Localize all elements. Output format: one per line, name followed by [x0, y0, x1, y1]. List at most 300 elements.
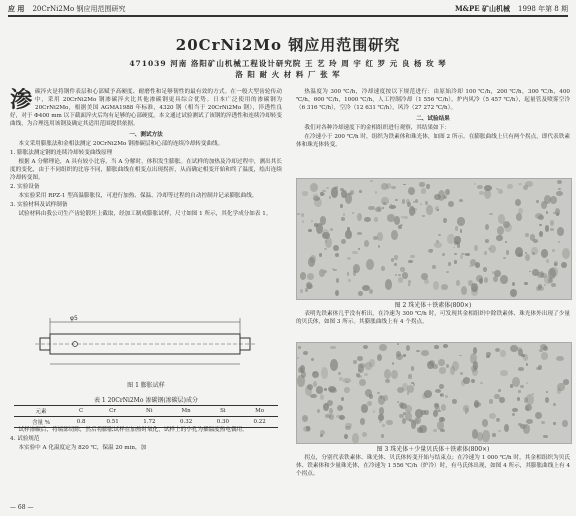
journal-name: M&PE 矿山机械	[454, 3, 511, 13]
micrograph-texture	[512, 282, 515, 286]
micrograph-texture	[357, 213, 362, 221]
micrograph-texture	[562, 420, 567, 427]
micrograph-texture	[348, 279, 350, 282]
micrograph-texture	[306, 282, 312, 290]
micrograph-texture	[439, 367, 446, 373]
micrograph-texture	[472, 368, 477, 376]
micrograph-texture	[553, 403, 556, 406]
micrograph-texture	[443, 344, 449, 348]
page-number: — 68 —	[10, 504, 34, 511]
micrograph-texture	[397, 387, 405, 394]
micrograph-texture	[364, 240, 369, 247]
micrograph-texture	[329, 388, 337, 393]
micrograph-texture	[552, 249, 555, 252]
micrograph-texture	[311, 358, 314, 361]
table-header-cell: Mo	[241, 406, 278, 417]
table-header-cell: Ni	[131, 406, 168, 417]
micrograph-texture	[455, 226, 458, 230]
paragraph: 试验材料由我公司生产齿轮锻坯上截取，经加工制成膨胀试样，尺寸如图 1 所示，其化学成分如表 1。	[18, 211, 272, 217]
micrograph-texture	[556, 212, 559, 216]
table-header-cell: Mn	[168, 406, 205, 417]
micrograph-texture	[512, 413, 515, 415]
micrograph-texture	[489, 413, 496, 419]
micrograph-texture	[545, 397, 549, 403]
micrograph-texture	[352, 251, 357, 255]
micrograph-texture	[498, 389, 501, 392]
table-cell: 含量 %	[14, 417, 68, 428]
header-rule	[8, 15, 568, 17]
micrograph-texture	[301, 371, 306, 378]
micrograph-texture	[413, 418, 419, 425]
micrograph-texture	[366, 259, 374, 270]
micrograph-texture	[541, 352, 549, 359]
running-header	[8, 2, 568, 15]
micrograph-texture	[516, 213, 522, 221]
micrograph-texture	[407, 391, 409, 395]
micrograph-texture	[498, 189, 503, 194]
section-heading: 二、试验结果	[416, 116, 450, 122]
micrograph-texture	[329, 196, 332, 199]
paragraph: 在冷速小于 200 ℃/h 时，组织为铁素体和珠光体，如图 2 所示。在膨胀曲线上只有两个拐点，即代表铁素体和珠光体转变。	[296, 134, 570, 148]
micrograph-texture	[543, 346, 548, 351]
micrograph-texture	[360, 418, 365, 424]
micrograph-texture	[399, 402, 404, 408]
micrograph-texture	[397, 343, 399, 345]
micrograph-texture	[319, 253, 322, 257]
micrograph-texture	[486, 352, 490, 356]
micrograph-texture	[484, 277, 488, 283]
micrograph-texture	[405, 405, 411, 413]
paragraph: 试样渗碳后，将端部切除，然后将膨胀试样在加热时氧化，试样上的小孔为插温度热电偶用。	[18, 427, 248, 433]
micrograph-texture	[437, 209, 440, 211]
subsection-heading: 4. 试验规范	[10, 436, 40, 442]
micrograph-texture	[520, 385, 524, 388]
paragraph: 本文采用膨胀法和金相法测定 20CrNi2Mo 钢渗碳层和心部的连续冷却转变曲线。	[18, 141, 224, 147]
micrograph-texture	[408, 187, 415, 195]
micrograph-texture	[538, 365, 543, 370]
micrograph-texture	[433, 429, 437, 433]
subsection-heading: 1. 膨胀法测定钢的连续冷却转变曲线原理	[10, 150, 113, 156]
micrograph-texture	[461, 286, 467, 296]
micrograph-texture	[386, 420, 392, 426]
micrograph-texture	[391, 230, 398, 240]
micrograph-texture	[419, 182, 424, 187]
micrograph-texture	[395, 274, 398, 276]
micrograph-texture	[333, 269, 337, 271]
right-column-middle	[296, 310, 570, 340]
micrograph-texture	[302, 191, 308, 195]
micrograph-texture	[523, 424, 530, 434]
micrograph-texture	[465, 253, 470, 257]
micrograph-texture	[344, 387, 351, 393]
subsection-heading: 2. 实验设备	[10, 184, 40, 190]
author-block	[10, 58, 566, 80]
micrograph-texture	[420, 203, 422, 205]
micrograph-texture	[336, 278, 339, 283]
micrograph-texture	[523, 354, 529, 360]
micrograph-texture	[526, 363, 528, 366]
micrograph-texture	[402, 199, 405, 203]
micrograph-texture	[408, 374, 411, 379]
micrograph-texture	[320, 216, 326, 224]
micrograph-texture	[400, 267, 404, 272]
micrograph-texture	[454, 241, 458, 245]
micrograph-texture	[518, 183, 522, 185]
micrograph-texture	[425, 201, 428, 205]
micrograph-texture	[416, 350, 420, 352]
micrograph-texture	[443, 218, 447, 223]
micrograph-texture	[369, 359, 375, 367]
micrograph-texture	[358, 248, 360, 251]
micrograph-texture	[450, 366, 456, 375]
micrograph-texture	[382, 424, 385, 427]
micrograph-texture	[301, 213, 304, 217]
micrograph-texture	[557, 388, 562, 394]
micrograph-texture	[303, 426, 311, 432]
micrograph-texture	[297, 213, 300, 216]
micrograph-texture	[556, 191, 563, 197]
micrograph-texture	[454, 253, 457, 255]
micrograph-texture	[459, 199, 463, 202]
micrograph-texture	[408, 284, 410, 286]
micrograph-texture	[350, 190, 354, 195]
micrograph-texture	[453, 247, 455, 248]
micrograph-texture	[381, 434, 384, 438]
micrograph-texture	[539, 231, 543, 237]
micrograph-texture	[391, 186, 396, 189]
micrograph-texture	[389, 205, 395, 209]
intro-paragraph: 碳淬火是将钢件表层和心部赋予高硬度、耐磨性和足够韧性的最有效的方式。在一般大型齿轮传动中，采用 20CrNi2Mo 钢渗碳淬火比其他渗碳钢更具综合优势。日本广泛使用的渗碳钢为 20CrNi2Mo，根据美国 AGMA1988 年标准，4320 钢（相当于 20CrNi2Mo 钢），淬透性良好，对于 Φ400 mm 以下截面淬火后均有足够的心部硬度。本文通过试验测试了该钢的淬透性和连续冷却转变曲线，为合理选用该钢及确定其适用范围提供依据。	[10, 89, 282, 127]
micrograph-texture	[406, 345, 410, 352]
figure-3-caption: 图 3 珠光体＋少量贝氏体＋铁素体(800×)	[376, 446, 490, 453]
micrograph-texture	[550, 267, 558, 278]
micrograph-texture	[297, 357, 299, 359]
micrograph-texture	[398, 277, 403, 283]
micrograph-texture	[344, 434, 348, 439]
micrograph-texture	[341, 190, 347, 198]
micrograph-texture	[504, 424, 509, 432]
micrograph-texture	[510, 289, 517, 297]
right-column-top	[296, 88, 570, 176]
micrograph-texture	[314, 198, 322, 207]
micrograph-texture	[421, 350, 429, 356]
micrograph-texture	[338, 372, 341, 375]
micrograph-texture	[484, 251, 487, 255]
micrograph-texture	[496, 235, 502, 241]
micrograph-texture	[465, 412, 468, 414]
micrograph-texture	[538, 215, 544, 220]
micrograph-texture	[346, 381, 348, 383]
micrograph-texture	[474, 245, 478, 251]
micrograph-texture	[548, 278, 553, 283]
micrograph-texture	[408, 260, 413, 263]
micrograph-texture	[359, 379, 366, 387]
author-line-2: 洛 阳 耐 火 材 料 厂 张 军	[235, 70, 341, 79]
micrograph-texture	[532, 269, 539, 276]
micrograph-texture	[482, 430, 489, 442]
paragraph: 表明先铁素体几乎没有析出，在冷速为 300 ℃/h 时，可发现其金相组织中除铁素体、珠光体外出现了少量的贝氏体，如图 3 所示。其膨胀曲线上有 4 个拐点。	[296, 311, 570, 325]
micrograph-texture	[300, 289, 303, 293]
micrograph-texture	[518, 208, 524, 214]
left-column-top	[10, 88, 282, 300]
micrograph-texture	[506, 250, 509, 255]
micrograph-texture	[379, 344, 387, 351]
micrograph-texture	[485, 239, 489, 243]
paragraph: 我们对各种冷却速度下的金相组织进行观察，其结果如下：	[304, 125, 450, 131]
micrograph-texture	[394, 216, 400, 224]
micrograph-texture	[392, 362, 394, 365]
micrograph-texture	[359, 190, 362, 193]
micrograph-texture	[387, 214, 395, 222]
micrograph-texture	[341, 397, 344, 401]
micrograph-texture	[438, 234, 441, 236]
micrograph-texture	[370, 180, 373, 182]
micrograph-texture	[381, 183, 388, 190]
micrograph-texture	[377, 392, 380, 394]
micrograph-texture	[394, 263, 397, 266]
table-cell: 0.22	[241, 417, 278, 428]
micrograph-texture	[330, 346, 336, 350]
micrograph-texture	[347, 272, 349, 275]
micrograph-texture	[356, 373, 361, 377]
micrograph-texture	[541, 249, 548, 258]
micrograph-texture	[391, 258, 394, 262]
micrograph-texture	[378, 414, 384, 421]
diagram-dimension-label: φ5	[70, 315, 78, 322]
micrograph-texture	[525, 181, 532, 187]
micrograph-texture	[323, 193, 325, 195]
paragraph: 拐点，分别代表铁素体、珠光体、贝氏体转变开始与结束点；在冷速为 1 000 ℃/h 时，其金相组织为贝氏体、铁素体和少量珠光体，在冷速为 1 556 ℃/h（炉冷）时，有马氏体出现，如图 4 所示，其膨胀曲线上有 4 个拐点。	[296, 455, 570, 477]
micrograph-figure-2	[296, 178, 572, 300]
micrograph-texture	[341, 217, 345, 220]
table-cell: 1.72	[131, 417, 168, 428]
micrograph-texture	[320, 434, 323, 437]
micrograph-texture	[459, 355, 461, 356]
micrograph-texture	[379, 421, 382, 423]
micrograph-texture	[362, 432, 367, 437]
micrograph-texture	[440, 394, 442, 396]
micrograph-texture	[377, 354, 382, 361]
right-column-bottom	[296, 454, 570, 504]
micrograph-texture	[298, 346, 301, 348]
micrograph-texture	[544, 195, 551, 204]
micrograph-texture	[476, 275, 484, 282]
micrograph-texture	[512, 377, 520, 388]
micrograph-texture	[532, 393, 534, 395]
micrograph-texture	[536, 200, 539, 203]
micrograph-texture	[460, 255, 463, 259]
table-cell: 0.32	[168, 417, 205, 428]
micrograph-texture	[312, 371, 319, 378]
micrograph-texture	[415, 199, 418, 203]
micrograph-texture	[546, 391, 548, 393]
micrograph-texture	[454, 260, 457, 263]
micrograph-texture	[343, 213, 345, 216]
micrograph-texture	[395, 199, 397, 201]
micrograph-texture	[500, 275, 508, 284]
micrograph-texture	[510, 384, 514, 388]
micrograph-texture	[432, 265, 436, 270]
subsection-heading: 3. 实验材料及试样制备	[10, 202, 68, 208]
micrograph-texture	[426, 184, 429, 188]
micrograph-texture	[403, 216, 408, 220]
micrograph-texture	[505, 241, 507, 244]
micrograph-texture	[302, 220, 304, 223]
micrograph-texture	[382, 207, 384, 209]
micrograph-texture	[345, 426, 351, 429]
micrograph-texture	[314, 223, 318, 227]
micrograph-texture	[377, 232, 383, 241]
micrograph-texture	[434, 345, 439, 350]
micrograph-texture	[339, 377, 342, 381]
article-title: 20CrNi2Mo 钢应用范围研究	[175, 36, 401, 54]
micrograph-texture	[469, 265, 472, 267]
micrograph-texture	[558, 241, 561, 243]
micrograph-texture	[325, 414, 330, 419]
micrograph-texture	[471, 379, 474, 383]
micrograph-texture	[507, 184, 513, 189]
paragraph: 本实验中 A 化温度定为 820 ℃，保温 20 min，加	[18, 445, 147, 451]
micrograph-texture	[324, 270, 327, 272]
micrograph-texture	[438, 359, 445, 366]
micrograph-texture	[408, 280, 411, 285]
table-cell: 0.8	[68, 417, 94, 428]
micrograph-texture	[543, 435, 548, 438]
micrograph-texture	[394, 255, 397, 260]
micrograph-texture	[320, 394, 324, 400]
micrograph-texture	[503, 257, 505, 259]
micrograph-texture	[461, 380, 466, 385]
micrograph-texture	[307, 273, 314, 280]
paragraph: 本实验采用 RPZ-1 型高温膨胀仪，可进行加热、保温、冷却等过程的自动控制并记录膨胀曲线。	[18, 193, 258, 199]
micrograph-texture	[361, 404, 368, 412]
micrograph-texture	[518, 253, 523, 257]
micrograph-texture	[396, 354, 403, 360]
micrograph-texture	[341, 239, 346, 244]
micrograph-texture	[379, 407, 384, 415]
micrograph-texture	[353, 264, 360, 273]
micrograph-texture	[368, 206, 374, 210]
micrograph-texture	[526, 419, 533, 424]
figure-2-caption: 图 2 珠光体＋铁素体(800×)	[394, 302, 472, 309]
table-cell: 0.51	[94, 417, 131, 428]
micrograph-texture	[492, 433, 496, 437]
micrograph-texture	[463, 405, 468, 412]
left-column-bottom	[10, 426, 282, 506]
micrograph-texture	[500, 350, 506, 357]
micrograph-texture	[550, 228, 555, 231]
micrograph-texture	[308, 257, 315, 268]
composition-table	[14, 405, 278, 428]
micrograph-texture	[544, 284, 546, 287]
micrograph-texture	[353, 360, 356, 364]
micrograph-texture	[317, 409, 320, 413]
micrograph-texture	[448, 262, 451, 266]
micrograph-texture	[352, 212, 354, 214]
micrograph-texture	[551, 283, 556, 287]
micrograph-texture	[385, 379, 390, 383]
micrograph-texture	[337, 405, 343, 412]
micrograph-texture	[362, 285, 370, 291]
section-tag: 应 用	[8, 3, 25, 13]
micrograph-texture	[324, 248, 326, 250]
paragraph: 根据 A 分解理论，A 具有较小比容，当 A 分解时，体积发生膨胀。在试样的加热及冷却过程中，测出其长度的变化，由于不同组织的比容不同，膨胀曲线在相变点出现拐折，从而确定相变开始和终了温度，绘出连续冷却转变图。	[10, 159, 282, 181]
micrograph-texture	[400, 224, 402, 226]
micrograph-texture	[322, 190, 326, 192]
issue-number: 1998 年第 8 期	[518, 4, 568, 13]
running-title: 20CrNi2Mo 钢应用范围研究	[32, 4, 126, 13]
micrograph-texture	[457, 217, 465, 225]
micrograph-figure-3	[296, 342, 572, 444]
micrograph-texture	[446, 364, 449, 368]
micrograph-texture	[438, 410, 441, 412]
micrograph-texture	[530, 234, 536, 240]
micrograph-texture	[357, 356, 363, 362]
micrograph-texture	[557, 180, 562, 184]
table-cell: 0.30	[204, 417, 241, 428]
micrograph-texture	[421, 273, 428, 280]
micrograph-texture	[484, 189, 491, 199]
micrograph-texture	[488, 248, 491, 250]
micrograph-texture	[474, 183, 476, 185]
micrograph-texture	[358, 291, 363, 296]
micrograph-texture	[439, 417, 444, 421]
micrograph-texture	[441, 404, 447, 412]
micrograph-texture	[409, 206, 415, 216]
micrograph-texture	[310, 394, 318, 399]
micrograph-texture	[330, 228, 333, 231]
micrograph-texture	[515, 199, 521, 206]
micrograph-texture	[352, 433, 359, 444]
micrograph-texture	[381, 266, 385, 270]
micrograph-texture	[364, 217, 371, 223]
micrograph-texture	[456, 280, 460, 285]
micrograph-texture	[441, 284, 448, 289]
micrograph-texture	[561, 262, 567, 269]
micrograph-texture	[419, 425, 427, 434]
micrograph-texture	[482, 419, 488, 427]
micrograph-texture	[347, 257, 351, 261]
micrograph-texture	[385, 279, 392, 290]
micrograph-texture	[525, 254, 530, 261]
micrograph-texture	[499, 397, 505, 403]
micrograph-texture	[485, 224, 489, 231]
micrograph-texture	[403, 354, 406, 357]
micrograph-texture	[529, 271, 531, 272]
micrograph-texture	[562, 248, 570, 259]
micrograph-texture	[326, 187, 329, 189]
micrograph-texture	[330, 359, 338, 371]
micrograph-texture	[489, 213, 493, 216]
micrograph-texture	[498, 214, 505, 224]
micrograph-texture	[518, 390, 521, 393]
micrograph-texture	[422, 393, 427, 399]
micrograph-texture	[433, 281, 440, 290]
micrograph-texture	[324, 388, 327, 391]
micrograph-texture	[550, 220, 554, 226]
micrograph-texture	[415, 409, 423, 418]
micrograph-texture	[512, 408, 518, 412]
micrograph-texture	[498, 430, 501, 432]
micrograph-texture	[489, 399, 493, 404]
micrograph-texture	[413, 383, 415, 385]
micrograph-texture	[333, 245, 339, 251]
micrograph-texture	[553, 422, 555, 425]
micrograph-texture	[300, 272, 306, 279]
micrograph-texture	[381, 197, 389, 205]
micrograph-texture	[391, 370, 398, 379]
micrograph-texture	[358, 369, 361, 372]
